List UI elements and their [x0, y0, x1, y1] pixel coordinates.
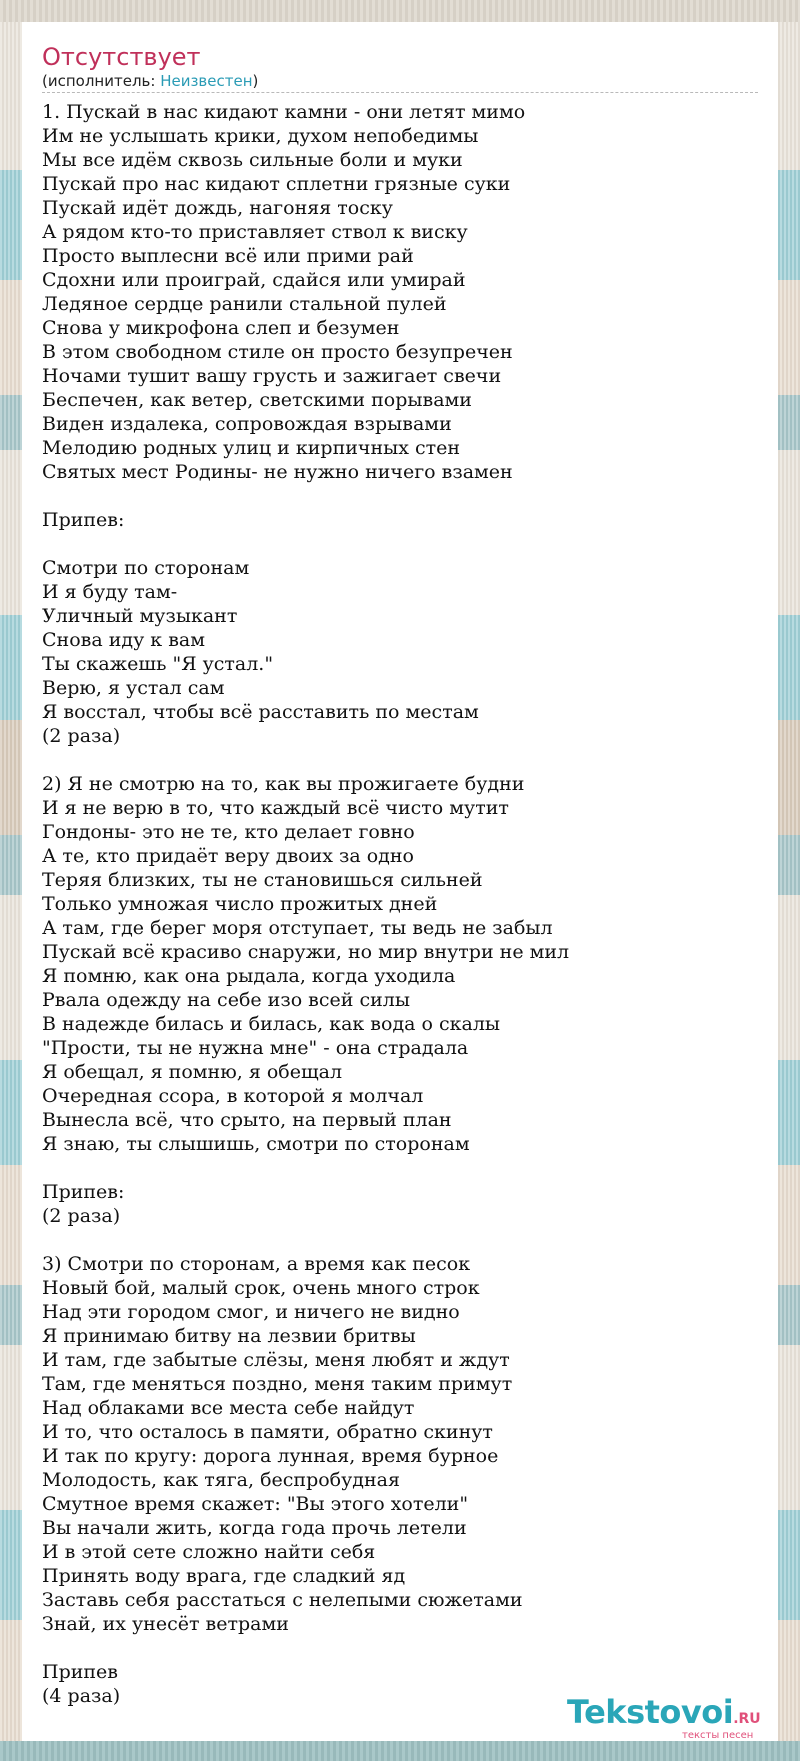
logo-tagline: тексты песен [682, 1730, 754, 1741]
artist-link[interactable]: Неизвестен [160, 72, 253, 90]
logo-tld: .RU [733, 1711, 761, 1727]
background-top-strip [0, 0, 800, 22]
artist-prefix: (исполнитель: [42, 72, 161, 90]
logo-name: Tekstovoi [567, 1693, 734, 1731]
title-divider [42, 92, 758, 93]
artist-line [42, 72, 258, 90]
background-bottom-strip [0, 1741, 800, 1761]
lyrics-text: 1. Пускай в нас кидают камни - они летят мимо Им не услышать крики, духом непобедимы Мы все идём сквозь сильные боли и муки Пускай про нас кидают сплетни грязные суки Пускай идёт дождь, нагоняя тоску А рядом кто-то приставляет ствол к виску Просто выплесни всё или прими рай Сдохни или проиграй, сдайся или умирай Ледяное сердце ранили стальной пулей Снова у микрофона слеп и безумен В этом свободном стиле он просто безупречен Ночами тушит вашу грусть и зажигает свечи Беспечен, как ветер, светскими порывами Виден издалека, сопровождая взрывами Мелодию родных улиц и кирпичных стен Святых мест Родины- не нужно ничего взамен Припев: Смотри по сторонам И я буду там- Уличный музыкант Снова иду к вам Ты скажешь "Я устал." Верю, я устал сам Я восстал, чтобы всё расставить по местам (2 раза) 2) Я не смотрю на то, как вы прожигаете будни И я не верю в то, что каждый всё чисто мутит Гондоны- это не те, кто делает говно А те, кто придаёт веру двоих за одно Теряя близких, ты не становишься сильней Только умножая число прожитых дней А там, где берег моря отступает, ты ведь не забыл Пускай всё красиво снаружи, но мир внутри не мил Я помню, как она рыдала, когда уходила Рвала одежду на себе изо всей силы В надежде билась и билась, как вода о скалы "Прости, ты не нужна мне" - она страдала Я обещал, я помню, я обещал Очередная ссора, в которой я молчал Вынесла всё, что срыто, на первый план Я знаю, ты слышишь, смотри по сторонам Припев: (2 раза) 3) Смотри по сторонам, а время как песок Новый бой, малый срок, очень много строк Над эти городом смог, и ничего не видно Я принимаю битву на лезвии бритвы И там, где забытые слёзы, меня любят и ждут Там, где меняться поздно, меня таким примут Над облаками все места себе найдут И то, что осталось в памяти, обратно скинут И так по кругу: дорога лунная, время бурное Молодость, как тяга, беспробудная Смутное время скажет: "Вы этого хотели" Вы начали жить, когда года прочь летели И в этой сете сложно найти себя Принять воду врага, где сладкий яд Заставь себя расстаться с нелепыми сюжетами Знай, их унесёт ветрами Припев (4 раза) [42, 101, 570, 1707]
artist-suffix: ) [252, 72, 259, 90]
lyrics-card [22, 22, 778, 1741]
site-logo[interactable] [567, 1693, 761, 1741]
song-title: Отсутствует [42, 43, 201, 71]
